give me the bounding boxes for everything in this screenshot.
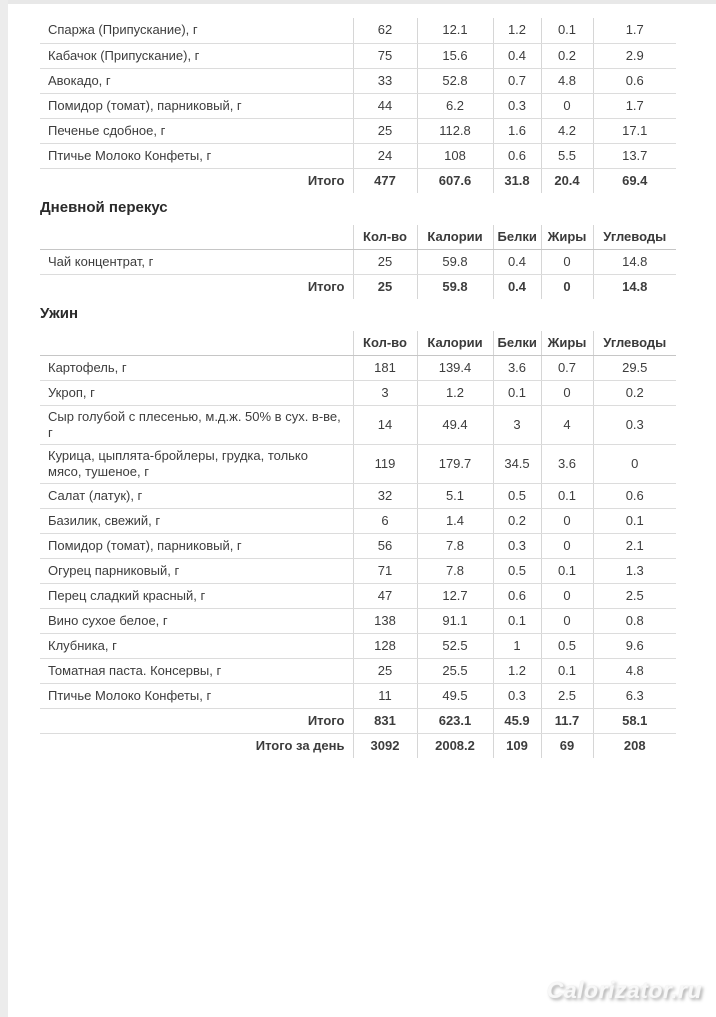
- food-name-cell: Птичье Молоко Конфеты, г: [40, 683, 353, 708]
- value-cell: 0: [541, 508, 593, 533]
- value-cell: 0.1: [541, 483, 593, 508]
- value-cell: 91.1: [417, 608, 493, 633]
- food-name-cell: Печенье сдобное, г: [40, 118, 353, 143]
- food-name-cell: Помидор (томат), парниковый, г: [40, 533, 353, 558]
- value-cell: 0: [541, 93, 593, 118]
- value-cell: 0.3: [493, 93, 541, 118]
- value-cell: 0.1: [541, 558, 593, 583]
- value-cell: 52.5: [417, 633, 493, 658]
- value-cell: 52.8: [417, 68, 493, 93]
- value-cell: 0.5: [493, 558, 541, 583]
- food-name-cell: Томатная паста. Консервы, г: [40, 658, 353, 683]
- food-row: [40, 558, 676, 583]
- value-cell: 24: [353, 143, 417, 168]
- food-row: [40, 118, 676, 143]
- value-cell: 56: [353, 533, 417, 558]
- value-cell: 831: [353, 708, 417, 733]
- value-cell: 2.5: [593, 583, 676, 608]
- value-cell: 69: [541, 733, 593, 758]
- food-column-header: [40, 225, 353, 249]
- food-row: [40, 68, 676, 93]
- column-header: Кол-во: [353, 331, 417, 355]
- value-cell: 1.4: [417, 508, 493, 533]
- value-cell: 44: [353, 93, 417, 118]
- food-name-cell: Курица, цыплята-бройлеры, грудка, только мясо, тушеное, г: [40, 444, 353, 483]
- value-cell: 59.8: [417, 249, 493, 274]
- value-cell: 179.7: [417, 444, 493, 483]
- value-cell: 7.8: [417, 558, 493, 583]
- column-header: Углеводы: [593, 331, 676, 355]
- value-cell: 0.4: [493, 274, 541, 299]
- value-cell: 0: [541, 533, 593, 558]
- value-cell: 3.6: [541, 444, 593, 483]
- value-cell: 25: [353, 249, 417, 274]
- value-cell: 1.7: [593, 18, 676, 43]
- food-row: [40, 43, 676, 68]
- value-cell: 0: [593, 444, 676, 483]
- value-cell: 11: [353, 683, 417, 708]
- food-row: [40, 508, 676, 533]
- food-row: [40, 608, 676, 633]
- section-title: Ужин: [40, 305, 79, 322]
- column-header: Белки: [493, 331, 541, 355]
- value-cell: 25.5: [417, 658, 493, 683]
- sections: [8, 4, 716, 758]
- column-header: Калории: [417, 331, 493, 355]
- value-cell: 7.8: [417, 533, 493, 558]
- value-cell: 0.6: [593, 68, 676, 93]
- value-cell: 1.3: [593, 558, 676, 583]
- food-row: [40, 533, 676, 558]
- food-row: [40, 633, 676, 658]
- food-name-cell: Сыр голубой с плесенью, м.д.ж. 50% в сух. в-ве, г: [40, 405, 353, 444]
- totals-label: Итого: [307, 278, 345, 294]
- value-cell: 6: [353, 508, 417, 533]
- value-cell: 139.4: [417, 355, 493, 380]
- value-cell: 1.7: [593, 93, 676, 118]
- value-cell: 12.1: [417, 18, 493, 43]
- value-cell: 31.8: [493, 168, 541, 193]
- value-cell: 112.8: [417, 118, 493, 143]
- value-cell: 181: [353, 355, 417, 380]
- column-header: Калории: [417, 225, 493, 249]
- value-cell: 0.5: [493, 483, 541, 508]
- value-cell: 0.1: [593, 508, 676, 533]
- value-cell: 2.1: [593, 533, 676, 558]
- value-cell: 4.8: [541, 68, 593, 93]
- value-cell: 0.5: [541, 633, 593, 658]
- value-cell: 33: [353, 68, 417, 93]
- value-cell: 0: [541, 608, 593, 633]
- food-row: [40, 355, 676, 380]
- value-cell: 62: [353, 18, 417, 43]
- value-cell: 14.8: [593, 249, 676, 274]
- food-name-cell: Салат (латук), г: [40, 483, 353, 508]
- value-cell: 3: [493, 405, 541, 444]
- column-header: Жиры: [541, 225, 593, 249]
- value-cell: 14: [353, 405, 417, 444]
- diet-report-page: [8, 4, 716, 758]
- value-cell: 1.2: [493, 18, 541, 43]
- food-row: [40, 683, 676, 708]
- food-name-cell: Вино сухое белое, г: [40, 608, 353, 633]
- day-totals-label: Итого за день: [255, 737, 345, 753]
- food-row: [40, 380, 676, 405]
- value-cell: 1.6: [493, 118, 541, 143]
- section-title: Дневной перекус: [40, 199, 168, 216]
- value-cell: 0: [541, 274, 593, 299]
- value-cell: 119: [353, 444, 417, 483]
- value-cell: 34.5: [493, 444, 541, 483]
- food-name-cell: Базилик, свежий, г: [40, 508, 353, 533]
- value-cell: 128: [353, 633, 417, 658]
- column-header: Белки: [493, 225, 541, 249]
- food-name-cell: Кабачок (Припускание), г: [40, 43, 353, 68]
- food-row: [40, 483, 676, 508]
- value-cell: 25: [353, 274, 417, 299]
- food-row: [40, 143, 676, 168]
- value-cell: 0.7: [541, 355, 593, 380]
- value-cell: 0.6: [493, 583, 541, 608]
- value-cell: 0.3: [493, 683, 541, 708]
- food-name-cell: Перец сладкий красный, г: [40, 583, 353, 608]
- value-cell: 2.5: [541, 683, 593, 708]
- food-row: [40, 444, 676, 483]
- totals-row: [40, 274, 676, 299]
- value-cell: 0.1: [493, 380, 541, 405]
- value-cell: 49.5: [417, 683, 493, 708]
- food-row: [40, 583, 676, 608]
- value-cell: 49.4: [417, 405, 493, 444]
- value-cell: 9.6: [593, 633, 676, 658]
- value-cell: 75: [353, 43, 417, 68]
- column-header: Кол-во: [353, 225, 417, 249]
- food-name-cell: Чай концентрат, г: [40, 249, 353, 274]
- value-cell: 2008.2: [417, 733, 493, 758]
- food-column-header: [40, 331, 353, 355]
- totals-label: Итого: [40, 708, 353, 733]
- value-cell: 25: [353, 118, 417, 143]
- value-cell: 32: [353, 483, 417, 508]
- table-header-row: [40, 331, 676, 355]
- page-edge-left: [0, 0, 8, 1017]
- value-cell: 0.3: [593, 405, 676, 444]
- food-name-cell: Птичье Молоко Конфеты, г: [40, 143, 353, 168]
- value-cell: 3092: [353, 733, 417, 758]
- value-cell: 623.1: [417, 708, 493, 733]
- food-row: [40, 405, 676, 444]
- value-cell: 1: [493, 633, 541, 658]
- value-cell: 20.4: [541, 168, 593, 193]
- value-cell: 1.2: [493, 658, 541, 683]
- value-cell: 607.6: [417, 168, 493, 193]
- value-cell: 3: [353, 380, 417, 405]
- food-name-cell: Клубника, г: [40, 633, 353, 658]
- value-cell: 0.8: [593, 608, 676, 633]
- value-cell: 71: [353, 558, 417, 583]
- value-cell: 1.2: [417, 380, 493, 405]
- value-cell: 45.9: [493, 708, 541, 733]
- value-cell: 0.4: [493, 43, 541, 68]
- totals-row: [40, 168, 676, 193]
- value-cell: 13.7: [593, 143, 676, 168]
- food-row: [40, 93, 676, 118]
- value-cell: 0.2: [541, 43, 593, 68]
- table-header-row: [40, 225, 676, 249]
- value-cell: 0.1: [541, 658, 593, 683]
- totals-label: Итого: [307, 172, 345, 188]
- value-cell: 6.3: [593, 683, 676, 708]
- value-cell: 0.7: [493, 68, 541, 93]
- totals-row: [40, 708, 676, 733]
- value-cell: 59.8: [417, 274, 493, 299]
- value-cell: 0: [541, 249, 593, 274]
- value-cell: 4.2: [541, 118, 593, 143]
- value-cell: 69.4: [593, 168, 676, 193]
- value-cell: 4.8: [593, 658, 676, 683]
- value-cell: 0.2: [493, 508, 541, 533]
- value-cell: 47: [353, 583, 417, 608]
- food-name-cell: Укроп, г: [40, 380, 353, 405]
- value-cell: 58.1: [593, 708, 676, 733]
- value-cell: 4: [541, 405, 593, 444]
- value-cell: 0: [541, 380, 593, 405]
- value-cell: 3.6: [493, 355, 541, 380]
- nutrition-table: [40, 225, 676, 299]
- column-header: Жиры: [541, 331, 593, 355]
- value-cell: 208: [593, 733, 676, 758]
- value-cell: 6.2: [417, 93, 493, 118]
- value-cell: 0: [541, 583, 593, 608]
- value-cell: 15.6: [417, 43, 493, 68]
- value-cell: 11.7: [541, 708, 593, 733]
- nutrition-table: [40, 18, 676, 193]
- value-cell: 0.1: [541, 18, 593, 43]
- value-cell: 14.8: [593, 274, 676, 299]
- day-totals-row: [40, 733, 676, 758]
- value-cell: 108: [417, 143, 493, 168]
- value-cell: 0.2: [593, 380, 676, 405]
- value-cell: 2.9: [593, 43, 676, 68]
- value-cell: 17.1: [593, 118, 676, 143]
- value-cell: 5.5: [541, 143, 593, 168]
- food-name-cell: Огурец парниковый, г: [40, 558, 353, 583]
- food-name-cell: Помидор (томат), парниковый, г: [40, 93, 353, 118]
- value-cell: 5.1: [417, 483, 493, 508]
- value-cell: 0.1: [493, 608, 541, 633]
- value-cell: 138: [353, 608, 417, 633]
- food-row: [40, 249, 676, 274]
- food-name-cell: Спаржа (Припускание), г: [40, 18, 353, 43]
- value-cell: 109: [493, 733, 541, 758]
- value-cell: 477: [353, 168, 417, 193]
- value-cell: 0.6: [493, 143, 541, 168]
- value-cell: 25: [353, 658, 417, 683]
- food-row: [40, 18, 676, 43]
- food-row: [40, 658, 676, 683]
- value-cell: 29.5: [593, 355, 676, 380]
- food-name-cell: Картофель, г: [40, 355, 353, 380]
- calorizator-watermark: Calorizator.ru: [546, 977, 702, 1003]
- column-header: Углеводы: [593, 225, 676, 249]
- value-cell: 0.4: [493, 249, 541, 274]
- nutrition-table: [40, 331, 676, 758]
- value-cell: 0.3: [493, 533, 541, 558]
- value-cell: 12.7: [417, 583, 493, 608]
- food-name-cell: Авокадо, г: [40, 68, 353, 93]
- value-cell: 0.6: [593, 483, 676, 508]
